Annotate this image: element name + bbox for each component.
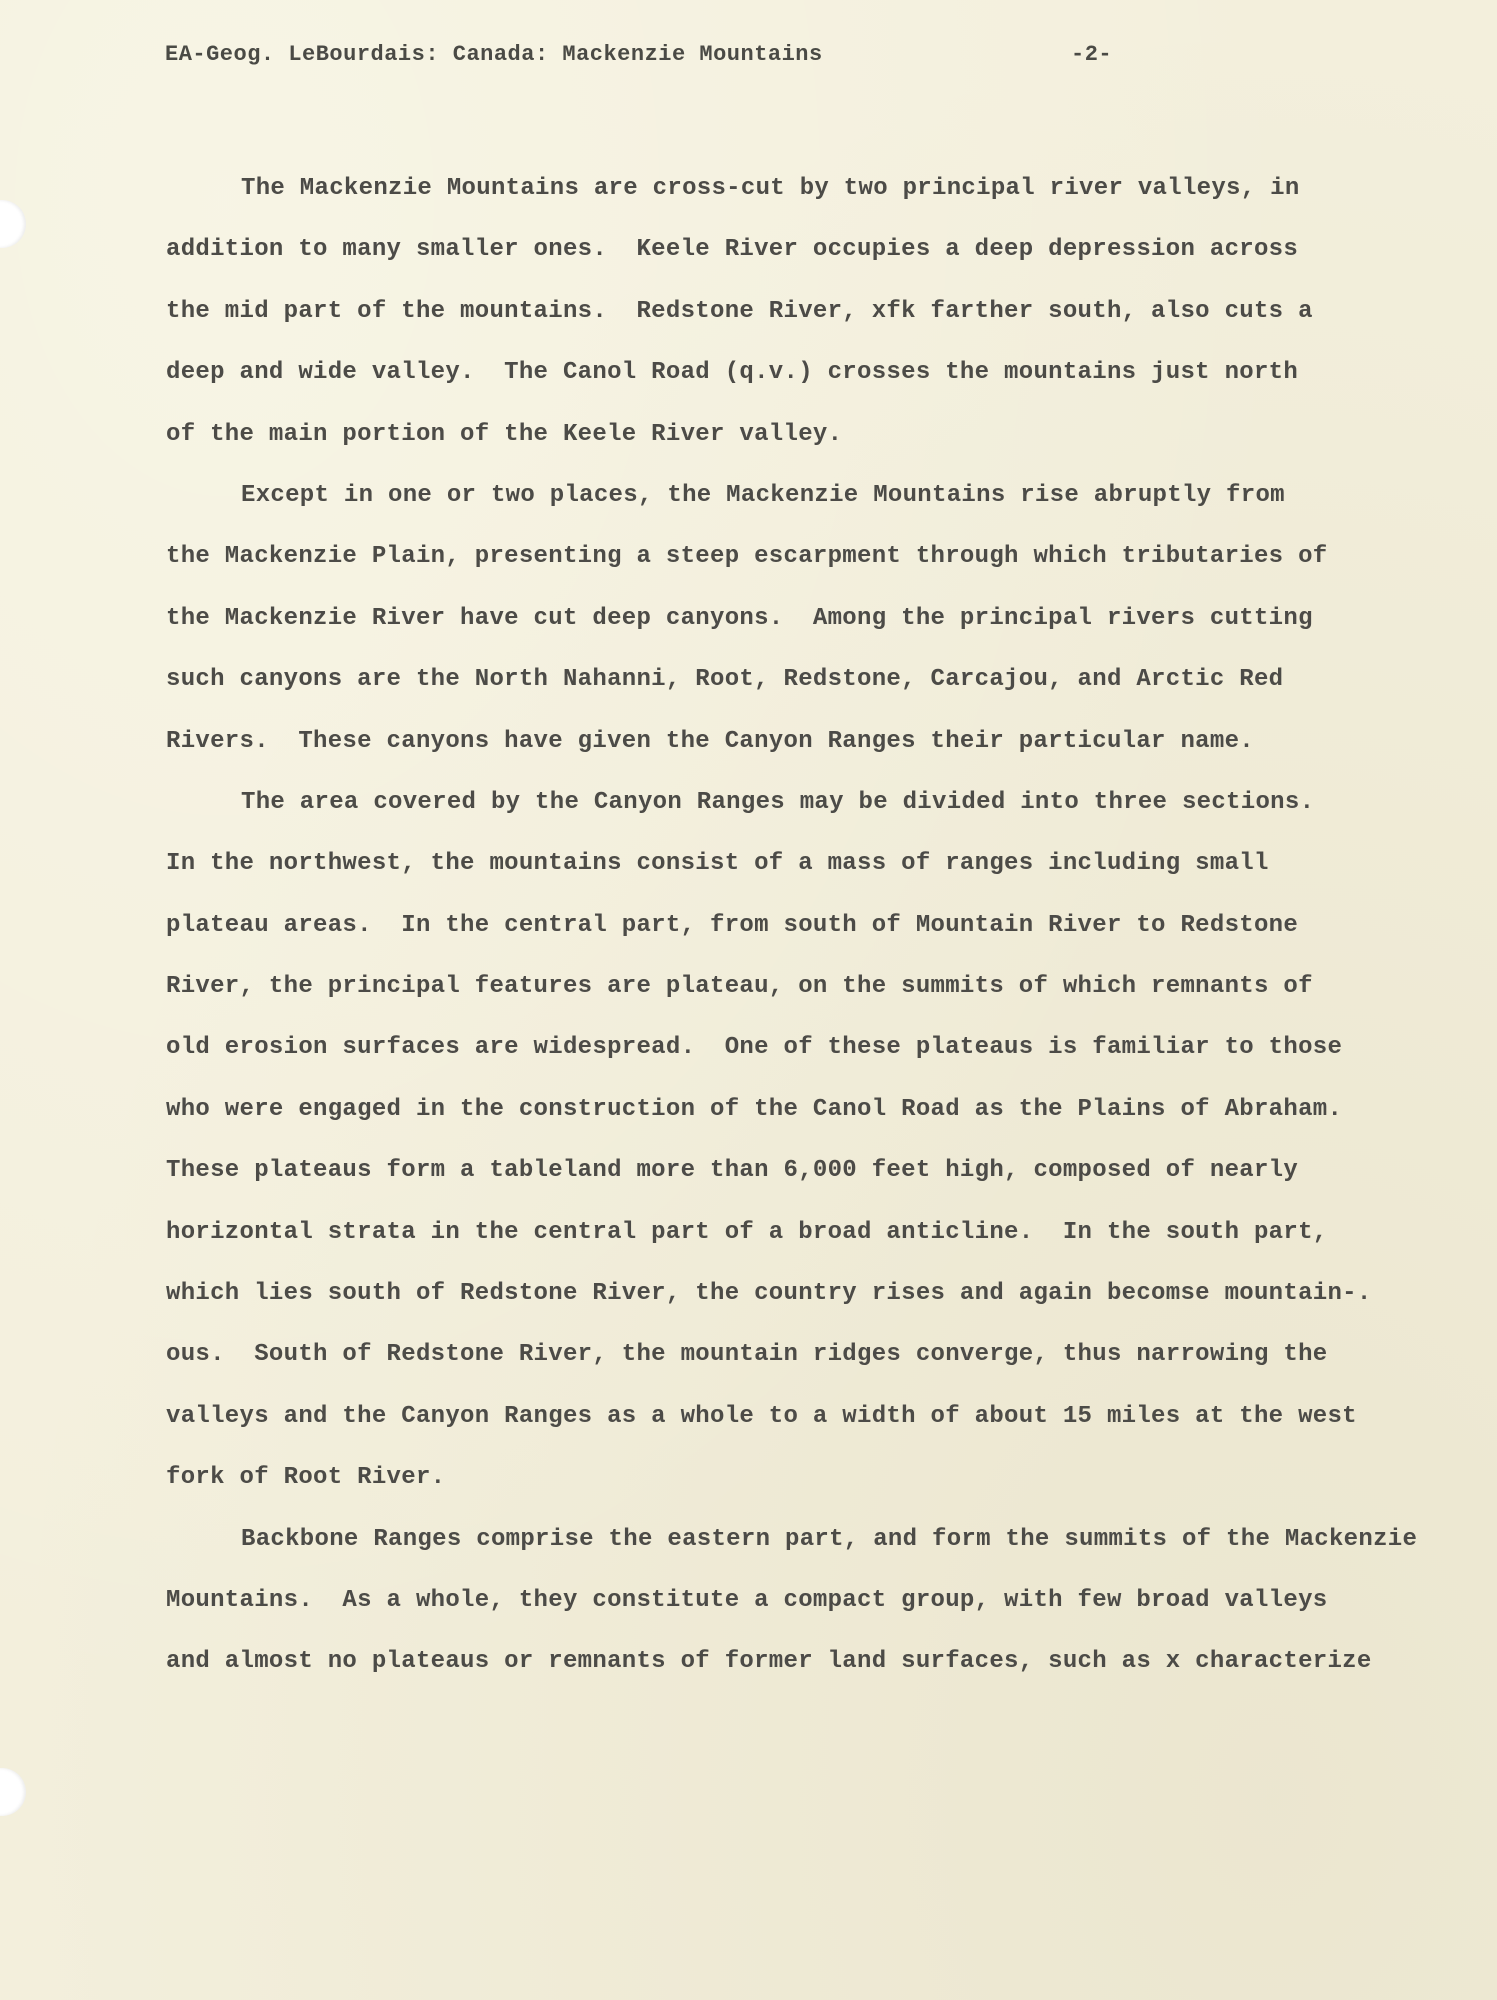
text-line: of the main portion of the Keele River valley. xyxy=(166,420,843,448)
text-line: fork of Root River. xyxy=(166,1464,446,1492)
text-line: horizontal strata in the central part of a broad anticline. In the south part, xyxy=(166,1218,1328,1246)
punch-hole xyxy=(0,1768,26,1816)
text-line: deep and wide valley. The Canol Road (q.v.) crosses the mountains just north xyxy=(166,359,1299,387)
text-line: the mid part of the mountains. Redstone River, xfk farther south, also cuts a xyxy=(166,297,1313,325)
text-line: plateau areas. In the central part, from south of Mountain River to Redstone xyxy=(166,911,1299,939)
page-header xyxy=(165,42,1165,82)
text-line: River, the principal features are plateau, on the summits of which remnants of xyxy=(166,973,1313,1001)
text-line: Backbone Ranges comprise the eastern part, and form the summits of the Mackenzie xyxy=(241,1525,1418,1553)
text-line: These plateaus form a tableland more than 6,000 feet high, composed of nearly xyxy=(166,1157,1299,1185)
paragraph xyxy=(166,772,1406,1509)
text-line: Mountains. As a whole, they constitute a compact group, with few broad valleys xyxy=(166,1586,1328,1614)
text-line: the Mackenzie River have cut deep canyons. Among the principal rivers cutting xyxy=(166,604,1313,632)
text-line: addition to many smaller ones. Keele River occupies a deep depression across xyxy=(166,236,1299,264)
punch-hole xyxy=(0,200,26,248)
text-line: Rivers. These canyons have given the Canyon Ranges their particular name. xyxy=(166,727,1254,755)
text-line: such canyons are the North Nahanni, Root, Redstone, Carcajou, and Arctic Red xyxy=(166,666,1284,694)
text-line: valleys and the Canyon Ranges as a whole to a width of about 15 miles at the west xyxy=(166,1402,1357,1430)
paragraph xyxy=(166,158,1406,465)
text-line: old erosion surfaces are widespread. One of these plateaus is familiar to those xyxy=(166,1034,1343,1062)
text-line: the Mackenzie Plain, presenting a steep escarpment through which tributaries of xyxy=(166,543,1328,571)
text-line: Except in one or two places, the Mackenzie Mountains rise abruptly from xyxy=(241,481,1285,509)
text-line: The area covered by the Canyon Ranges may be divided into three sections. xyxy=(241,788,1315,816)
paragraph xyxy=(166,1509,1418,1693)
paragraph xyxy=(166,465,1406,772)
text-line: The Mackenzie Mountains are cross-cut by two principal river valleys, in xyxy=(241,175,1300,202)
document-body xyxy=(166,158,1418,1693)
text-line: ous. South of Redstone River, the mountain ridges converge, thus narrowing the xyxy=(166,1341,1328,1369)
text-line: which lies south of Redstone River, the country rises and again becomse mountain-. xyxy=(166,1280,1372,1308)
text-line: and almost no plateaus or remnants of former land surfaces, such as x characterize xyxy=(166,1648,1372,1676)
text-line: In the northwest, the mountains consist of a mass of ranges including small xyxy=(166,850,1269,878)
page-number: -2- xyxy=(1071,42,1113,67)
text-line: who were engaged in the construction of the Canol Road as the Plains of Abraham. xyxy=(166,1095,1343,1123)
header-title: EA-Geog. LeBourdais: Canada: Mackenzie Mountains xyxy=(165,42,823,67)
